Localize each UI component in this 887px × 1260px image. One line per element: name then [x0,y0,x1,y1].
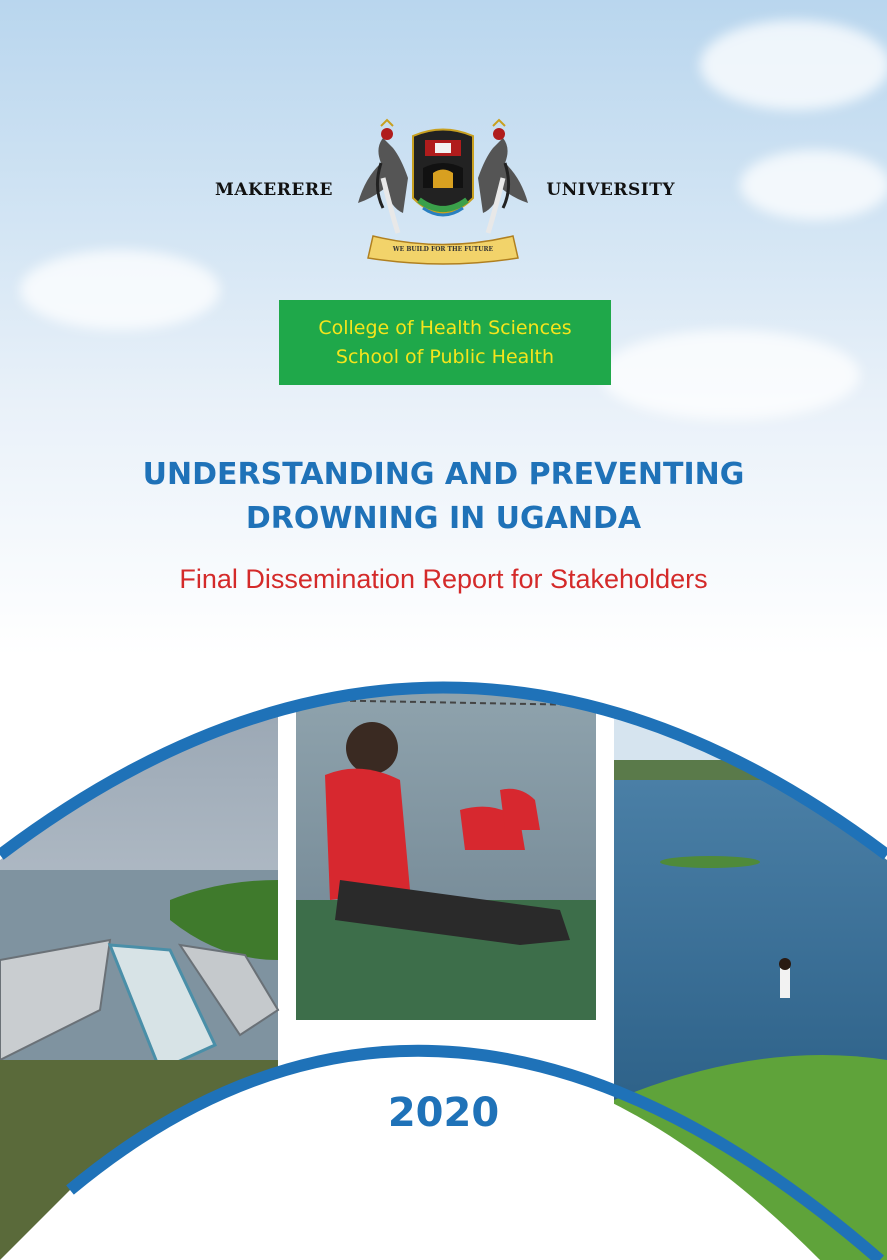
university-name-right: UNIVERSITY [546,180,675,200]
report-year: 2020 [387,1090,500,1136]
title-line-1: UNDERSTANDING AND PREVENTING [142,457,745,492]
photo-lifejacket-training [296,690,596,1020]
university-name-left: MAKERERE [215,180,333,200]
school-name: School of Public Health [335,345,555,368]
crest-motto: WE BUILD FOR THE FUTURE [392,246,494,253]
report-subtitle: Final Dissemination Report for Stakeholders [179,564,708,594]
title-line-2: DROWNING IN UGANDA [245,501,642,536]
college-name: College of Health Sciences [318,316,572,339]
